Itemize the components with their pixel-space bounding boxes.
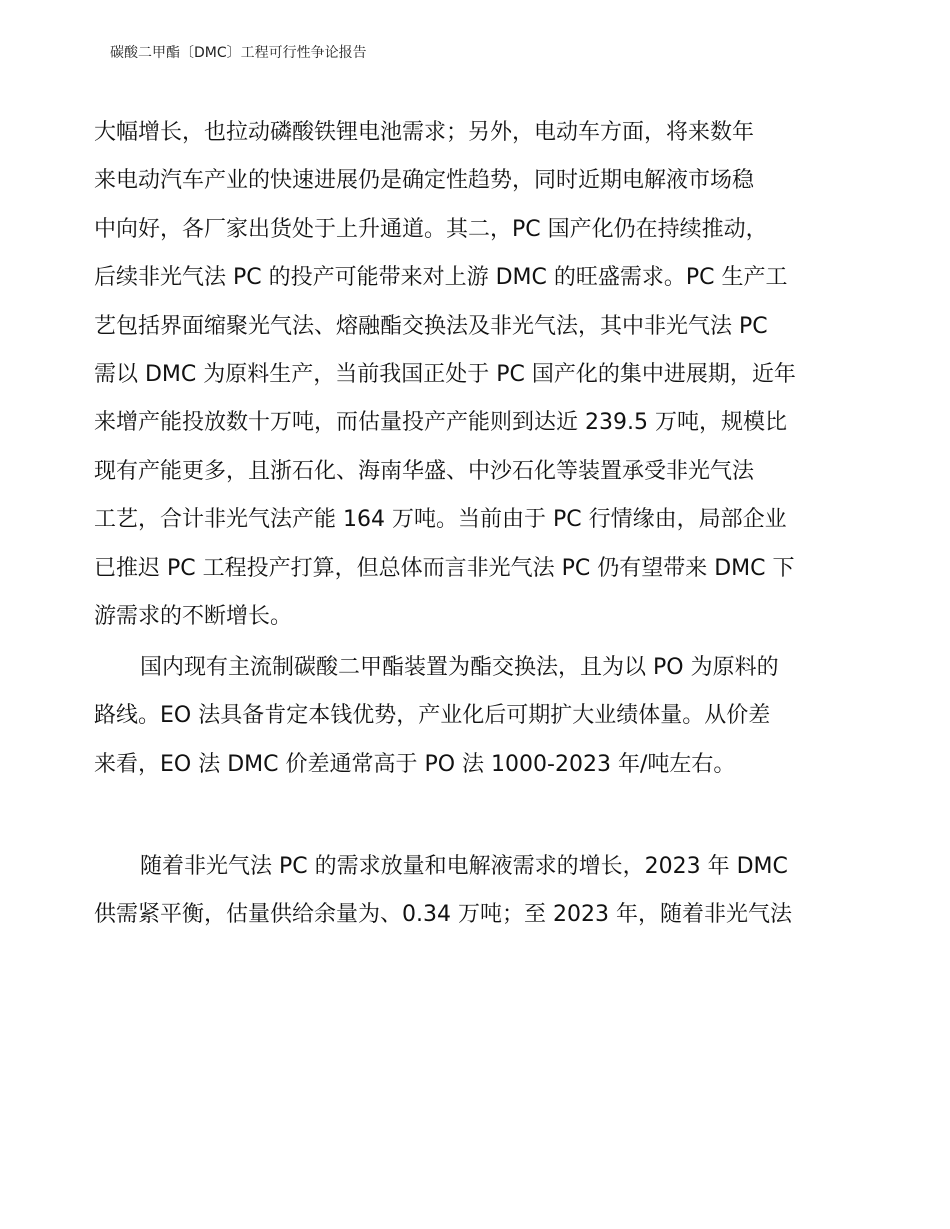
- paragraph-line: 需以 DMC 为原料生产，当前我国正处于 PC 国产化的集中进展期，近年: [94, 361, 796, 387]
- paragraph-line: 路线。EO 法具备肯定本钱优势，产业化后可期扩大业绩体量。从价差: [94, 703, 771, 729]
- paragraph-line: 后续非光气法 PC 的投产可能带来对上游 DMC 的旺盛需求。PC 生产工: [94, 265, 788, 291]
- paragraph-line: 来看，EO 法 DMC 价差通常高于 PO 法 1000-2023 年/吨左右。: [94, 751, 736, 777]
- paragraph-line: 已推迟 PC 工程投产打算，但总体而言非光气法 PC 仍有望带来 DMC 下: [94, 555, 795, 581]
- running-header: 碳酸二甲酯〔DMC〕工程可行性争论报告: [110, 45, 367, 61]
- paragraph-line: 来增产能投放数十万吨，而估量投产产能则到达近 239.5 万吨，规模比: [94, 410, 787, 436]
- paragraph-line: 来电动汽车产业的快速进展仍是确定性趋势，同时近期电解液市场稳: [94, 168, 755, 194]
- paragraph-3: [94, 843, 874, 940]
- paragraph-line: 大幅增长，也拉动磷酸铁锂电池需求；另外，电动车方面，将来数年: [94, 120, 755, 145]
- paragraph-1: [94, 109, 874, 641]
- paragraph-line: 供需紧平衡，估量供给余量为、0.34 万吨；至 2023 年，随着非光气法: [94, 902, 792, 928]
- paragraph-line: 中向好，各厂家出货处于上升通道。其二，PC 国产化仍在持续推动，: [94, 216, 768, 242]
- paragraph-line: 国内现有主流制碳酸二甲酯装置为酯交换法，且为以 PO 为原料的: [140, 655, 779, 680]
- paragraph-line: 游需求的不断增长。: [94, 603, 293, 629]
- paragraph-line: 工艺，合计非光气法产能 164 万吨。当前由于 PC 行情缘由，局部企业: [94, 507, 787, 533]
- paragraph-line: 随着非光气法 PC 的需求放量和电解液需求的增长，2023 年 DMC: [140, 854, 788, 879]
- paragraph-line: 现有产能更多，且浙石化、海南华盛、中沙石化等装置承受非光气法: [94, 458, 755, 484]
- paragraph-line: 艺包括界面缩聚光气法、熔融酯交换法及非光气法，其中非光气法 PC: [94, 313, 768, 339]
- paragraph-2: [94, 644, 874, 789]
